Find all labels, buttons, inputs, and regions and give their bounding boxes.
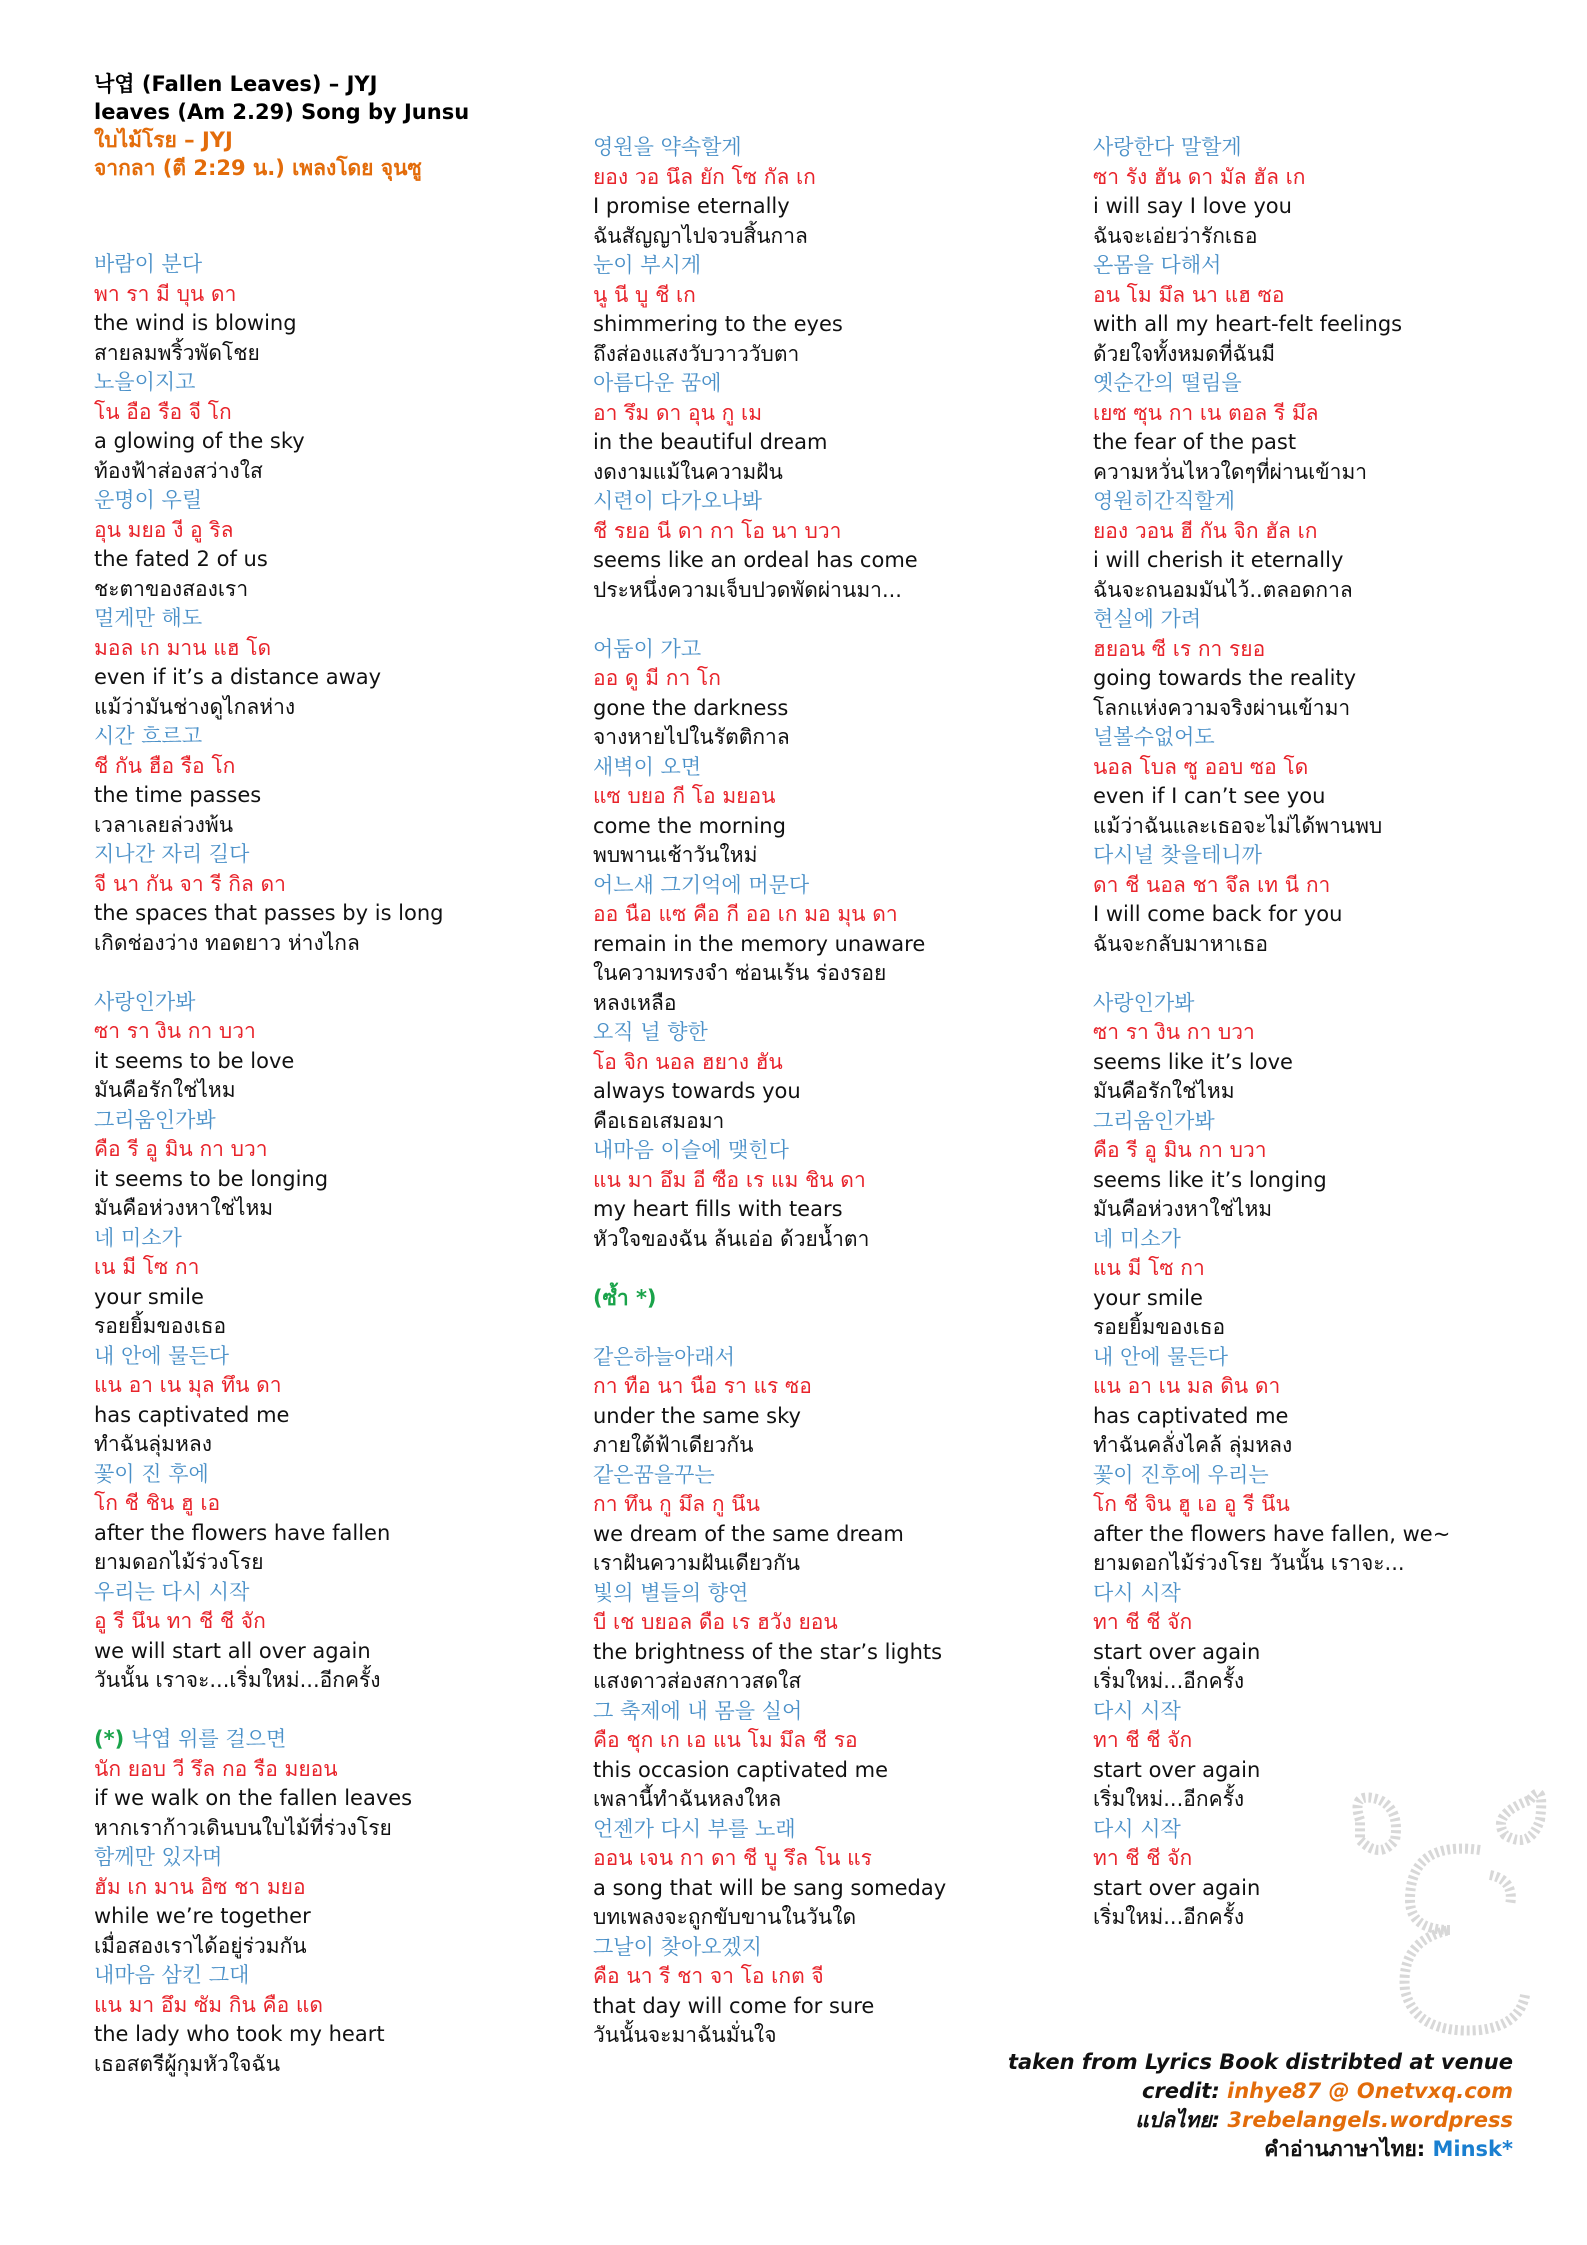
korean-line — [94, 486, 594, 516]
korean-text: 사랑인가봐 — [1093, 990, 1195, 1015]
korean-line — [593, 1136, 1093, 1166]
english-line: has captivated me — [94, 1402, 290, 1427]
korean-line — [593, 1018, 1093, 1048]
lyric-block — [94, 1725, 594, 1843]
english-line: seems like it’s longing — [1093, 1167, 1327, 1192]
english-line: always towards you — [593, 1079, 801, 1103]
korean-text: 그날이 찾아오겠지 — [593, 1934, 762, 1959]
thai-line: โลกแห่งความจริงผ่านเข้ามา — [1093, 695, 1351, 720]
romanized-line: แน มา อึม ซัม กิน คือ แด — [94, 1992, 324, 2017]
korean-text: 같은하늘아래서 — [593, 1344, 736, 1369]
reading-label: คำอ่านภาษาไทย: — [1264, 2137, 1433, 2161]
english-line: after the flowers have fallen, we~ — [1093, 1521, 1451, 1546]
korean-text: 멀게만 해도 — [94, 606, 203, 630]
korean-line — [94, 1342, 594, 1372]
korean-line — [1093, 1107, 1587, 1137]
lyric-block — [593, 1018, 1093, 1136]
thai-line: ทำฉันคลั่งไคล้ ลุ่มหลง — [1093, 1433, 1293, 1457]
korean-text: 내 안에 물든다 — [1093, 1344, 1229, 1369]
korean-text: 빛의 별들의 향연 — [593, 1580, 749, 1605]
english-line: even if it’s a distance away — [94, 665, 382, 689]
lyric-block — [1093, 605, 1587, 723]
thai-line: ฉันสัญญาไปจวบสิ้นกาล — [593, 223, 808, 248]
lyric-block — [94, 1460, 594, 1578]
lyric-block — [94, 368, 594, 486]
korean-line — [1093, 1697, 1587, 1727]
translation-label: แปลไทย: — [1135, 2108, 1228, 2132]
romanized-line: ดา ชี นอล ชา จึล เท นี กา — [1093, 872, 1331, 897]
romanized-line: คือ รี อู มิน กา บวา — [94, 1137, 268, 1161]
korean-text: 어느새 그기억에 머문다 — [593, 872, 810, 897]
english-line: the spaces that passes by is long — [94, 901, 444, 925]
korean-line — [593, 1461, 1093, 1491]
english-line: under the same sky — [593, 1403, 801, 1428]
romanized-line: แน อา เน มล ดิน ดา — [1093, 1374, 1281, 1398]
english-line: the brightness of the star’s lights — [593, 1639, 943, 1664]
romanized-line: กา ทือ นา นือ รา แร ซอ — [593, 1374, 812, 1398]
thai-line: ท้องฟ้าส่องสว่างใส — [94, 458, 263, 483]
thai-line: เราฝันความฝันเดียวกัน — [593, 1551, 801, 1575]
thai-line: หัวใจของฉัน ล้นเอ่อ ด้วยน้ำตา — [593, 1226, 870, 1251]
korean-line — [593, 1815, 1093, 1845]
english-line: a song that will be sang someday — [593, 1875, 947, 1900]
thai-line: หากเราก้าวเดินบนใบไม้ที่ร่วงโรย — [94, 1815, 392, 1840]
korean-text: 그리움인가봐 — [1093, 1108, 1215, 1133]
stanza-gap — [593, 1254, 1093, 1284]
thai-line: ในความทรงจำ ซ่อนเร้น ร่องรอย — [593, 961, 887, 985]
korean-text: 바람이 분다 — [94, 252, 203, 276]
lyric-block — [94, 250, 594, 368]
lyric-block — [94, 486, 594, 604]
translation-value: 3rebelangels.wordpress — [1227, 2108, 1513, 2132]
korean-text: 영원히간직할게 — [1093, 489, 1236, 513]
thai-line: ความหวั่นไหวใดๆที่ผ่านเข้ามา — [1093, 459, 1368, 484]
stanza-gap — [593, 1313, 1093, 1343]
korean-text: 우리는 다시 시작 — [94, 1579, 250, 1604]
lyric-block — [1093, 133, 1587, 251]
credit-line — [1008, 2077, 1513, 2106]
english-line: it seems to be love — [94, 1048, 295, 1073]
lyric-block — [593, 1343, 1093, 1461]
korean-line — [593, 251, 1093, 281]
korean-text: 네 미소가 — [94, 1225, 182, 1250]
english-line: remain in the memory unaware — [593, 931, 926, 956]
lyric-block — [1093, 1225, 1587, 1343]
english-line: the time passes — [94, 783, 262, 807]
english-line: I promise eternally — [593, 194, 790, 218]
korean-line — [1093, 1343, 1587, 1373]
thai-line: ภายใต้ฟ้าเดียวกัน — [593, 1433, 754, 1457]
thai-line: เมื่อสองเราได้อยู่ร่วมกัน — [94, 1933, 307, 1958]
thai-line: เริ่มใหม่...อีกครั้ง — [1093, 1669, 1245, 1693]
lyric-block — [593, 369, 1093, 487]
english-line: it seems to be longing — [94, 1166, 329, 1191]
lyric-block — [593, 487, 1093, 605]
english-line: has captivated me — [1093, 1403, 1289, 1428]
korean-line — [94, 250, 594, 280]
romanized-line: กา ทึน กู มึล กู นึน — [593, 1492, 760, 1516]
thai-line: คือเธอเสมอมา — [593, 1108, 725, 1133]
thai-line: เริ่มใหม่...อีกครั้ง — [1093, 1905, 1245, 1929]
thai-line: ฉันจะเอ่ยว่ารักเธอ — [1093, 223, 1258, 248]
subtitle-thai: จากลา (ตี 2:29 น.) เพลงโดย จุนซู — [94, 156, 422, 180]
korean-line — [1093, 605, 1587, 635]
lyric-block — [94, 988, 594, 1106]
korean-text: 지나간 자리 길다 — [94, 842, 250, 866]
korean-line — [94, 368, 594, 398]
lyrics-column-1 — [94, 250, 594, 2079]
lyric-block — [1093, 1343, 1587, 1461]
lyric-block — [593, 1579, 1093, 1697]
korean-text: 내 안에 물든다 — [94, 1343, 230, 1368]
korean-text: 옛순간의 떨림을 — [1093, 371, 1242, 395]
romanized-line: คือ รี อู มิน กา บวา — [1093, 1138, 1267, 1162]
korean-text: 사랑한다 말할게 — [1093, 135, 1242, 159]
korean-text: 낙엽 위를 걸으면 — [130, 1727, 287, 1751]
thai-line: บทเพลงจะถูกขับขานในวันใด — [593, 1905, 857, 1929]
lyric-block — [94, 840, 594, 958]
korean-line — [94, 1725, 594, 1755]
korean-line — [94, 840, 594, 870]
lyric-block — [593, 635, 1093, 753]
translation-line — [1008, 2106, 1513, 2135]
english-line: in the beautiful dream — [593, 430, 828, 454]
romanized-line: มอล เก มาน แฮ โด — [94, 635, 272, 660]
romanized-line: นัก ยอบ วี รึล กอ รือ มยอน — [94, 1756, 338, 1781]
lyric-block — [593, 251, 1093, 369]
korean-line — [1093, 1579, 1587, 1609]
title-english: leaves (Am 2.29) Song by Junsu — [94, 100, 470, 124]
romanized-line: ยอง วอ นึล ยัก โซ กัล เก — [593, 164, 816, 189]
lyrics-column-3 — [1093, 133, 1587, 1933]
korean-text: 네 미소가 — [1093, 1226, 1181, 1251]
english-line: that day will come for sure — [593, 1993, 875, 2018]
korean-line — [94, 1961, 594, 1991]
korean-text: 꽃이 진 후에 — [94, 1461, 209, 1486]
korean-line — [1093, 369, 1587, 399]
korean-line — [593, 133, 1093, 163]
romanized-line: โก ชี จิน ฮู เอ อู รี นึน — [1093, 1492, 1290, 1516]
korean-line — [1093, 1461, 1587, 1491]
romanized-line: โอ จิก นอล ฮยาง ฮัน — [593, 1049, 783, 1074]
korean-line — [94, 1843, 594, 1873]
korean-line — [94, 1224, 594, 1254]
english-line: we will start all over again — [94, 1638, 371, 1663]
romanized-line: เยซ ซุน กา เน ตอล รี มึล — [1093, 400, 1319, 425]
korean-text: 꽃이 진후에 우리는 — [1093, 1462, 1269, 1487]
thai-line: จางหายไปในรัตติกาล — [593, 725, 790, 749]
korean-line — [593, 1343, 1093, 1373]
lyric-block — [1093, 1579, 1587, 1697]
lyric-block — [1093, 487, 1587, 605]
thai-line-continued: หลงเหลือ — [593, 990, 677, 1015]
english-line: your smile — [1093, 1285, 1203, 1310]
korean-text: 사랑인가봐 — [94, 989, 196, 1014]
korean-text: 시간 흐르고 — [94, 724, 203, 748]
lyric-block — [593, 1136, 1093, 1254]
lyric-block — [94, 1342, 594, 1460]
romanized-line: ฮยอน ซี เร กา รยอ — [1093, 636, 1266, 661]
romanized-line: บี เช บยอล ดือ เร ฮวัง ยอน — [593, 1610, 838, 1634]
korean-text: 다시 시작 — [1093, 1816, 1181, 1841]
romanized-line: แน อา เน มุล ทึน ดา — [94, 1373, 282, 1397]
credit-value: inhye87 @ Onetvxq.com — [1227, 2079, 1513, 2103]
credit-label: credit: — [1142, 2079, 1228, 2103]
lyric-block — [1093, 1107, 1587, 1225]
thai-line: เธอสตรีผู้กุมหัวใจฉัน — [94, 2051, 281, 2076]
title-thai: ใบไม้โรย – JYJ — [94, 128, 233, 152]
lyric-block — [593, 1815, 1093, 1933]
romanized-line: อา รึม ดา อุน กู เม — [593, 400, 763, 425]
romanized-line: ซา รา งิน กา บวา — [94, 1019, 256, 1043]
english-line: my heart fills with tears — [593, 1197, 843, 1221]
lyric-block — [94, 1843, 594, 1961]
thai-line: มันคือรักใช่ไหม — [1093, 1079, 1235, 1103]
lyric-block — [593, 1461, 1093, 1579]
english-line: while we’re together — [94, 1904, 311, 1928]
korean-text: 내마음 이슬에 맺힌다 — [593, 1138, 789, 1162]
korean-text: 운명이 우릴 — [94, 488, 203, 512]
thai-line: แม้ว่าฉันและเธอจะไม่ได้พานพบ — [1093, 813, 1383, 838]
thai-line: แม้ว่ามันช่างดูไกลห่าง — [94, 694, 296, 719]
lyric-block — [1093, 723, 1587, 841]
english-line: come the morning — [593, 813, 786, 838]
lyric-block — [1093, 989, 1587, 1107]
romanized-line: ออ นือ แซ คือ กี ออ เก มอ มุน ดา — [593, 902, 898, 926]
romanized-line: ฮัม เก มาน อิซ ชา มยอ — [94, 1874, 306, 1899]
korean-line — [1093, 251, 1587, 281]
thai-line: มันคือห่วงหาใช่ไหม — [94, 1196, 274, 1220]
english-line: i will cherish it eternally — [1093, 548, 1344, 572]
lyric-block — [94, 1106, 594, 1224]
korean-text: 어둠이 가고 — [593, 636, 702, 661]
korean-line — [1093, 723, 1587, 753]
korean-text: 널볼수없어도 — [1093, 725, 1215, 749]
romanized-line: คือ ชุก เก เอ แน โม มึล ชี รอ — [593, 1728, 858, 1752]
stanza-gap — [94, 1696, 594, 1726]
thai-line: สายลมพริ้วพัดโชย — [94, 340, 260, 365]
korean-text: 다시 시작 — [1093, 1580, 1181, 1605]
lyric-block — [593, 871, 1093, 1019]
romanized-line: ทา ชี ชี จัก — [1093, 1610, 1193, 1634]
korean-text: 눈이 부시게 — [593, 253, 702, 277]
romanized-line: จี นา กัน จา รี กิล ดา — [94, 871, 286, 896]
repeat-marker: (ซ้ำ *) — [593, 1285, 657, 1310]
romanized-line: แซ บยอ กี โอ มยอน — [593, 784, 776, 808]
stanza-gap — [1093, 959, 1587, 989]
korean-line — [1093, 989, 1587, 1019]
korean-line — [94, 722, 594, 752]
lyric-block — [94, 1578, 594, 1696]
korean-line — [1093, 1225, 1587, 1255]
reading-line — [1008, 2135, 1513, 2164]
thai-line: วันนั้นจะมาฉันมั่นใจ — [593, 2023, 777, 2047]
korean-text: 같은꿈을꾸는 — [593, 1462, 715, 1487]
romanized-line: ทา ชี ชี จัก — [1093, 1846, 1193, 1870]
korean-line — [1093, 487, 1587, 517]
romanized-line: ซา รัง ฮัน ดา มัล ฮัล เก — [1093, 164, 1306, 189]
lyric-block — [593, 133, 1093, 251]
korean-text: 시련이 다가오나봐 — [593, 489, 762, 513]
thai-line: งดงามแม้ในความฝัน — [593, 459, 783, 484]
romanized-line: แน มี โซ กา — [1093, 1256, 1205, 1280]
romanized-line: ซา รา งิน กา บวา — [1093, 1020, 1255, 1044]
english-line: start over again — [1093, 1757, 1261, 1782]
romanized-line: โน อือ รือ จี โก — [94, 399, 232, 424]
korean-line — [1093, 841, 1587, 871]
romanized-line: อุน มยอ งี อู ริล — [94, 517, 234, 542]
korean-line — [94, 1106, 594, 1136]
english-line: the lady who took my heart — [94, 2022, 385, 2046]
korean-text: 함께만 있자며 — [94, 1845, 223, 1869]
english-line: seems like it’s love — [1093, 1049, 1293, 1074]
thai-line: รอยยิ้มของเธอ — [1093, 1315, 1226, 1339]
lyric-block — [593, 1933, 1093, 2051]
thai-line: มันคือรักใช่ไหม — [94, 1078, 236, 1102]
romanized-line: ทา ชี ชี จัก — [1093, 1728, 1193, 1752]
thai-line: วันนั้น เราจะ...เริ่มใหม่...อีกครั้ง — [94, 1668, 381, 1692]
romanized-line: คือ นา รี ชา จา โอ เกต จี — [593, 1964, 824, 1988]
lyrics-column-2 — [593, 133, 1093, 2051]
thai-line: ประหนึ่งความเจ็บปวดพัดผ่านมา... — [593, 577, 902, 602]
korean-line — [593, 487, 1093, 517]
title-korean: 낙엽 (Fallen Leaves) – JYJ — [94, 72, 378, 96]
romanized-line: นอล โบล ซู ออบ ซอ โด — [1093, 754, 1309, 779]
lyric-block — [593, 1697, 1093, 1815]
romanized-line: โก ชี ชิน ฮู เอ — [94, 1491, 221, 1515]
thai-line: เริ่มใหม่...อีกครั้ง — [1093, 1787, 1245, 1811]
korean-line — [593, 1579, 1093, 1609]
thai-line: แสงดาวส่องสกาวสดใส — [593, 1669, 802, 1693]
korean-line — [593, 369, 1093, 399]
korean-text: 다시널 찾을테니까 — [1093, 843, 1262, 867]
english-line: a glowing of the sky — [94, 429, 305, 453]
english-line: this occasion captivated me — [593, 1757, 889, 1782]
romanized-line: ยอง วอน ฮี กัน จิก ฮัล เก — [1093, 518, 1318, 543]
thai-line: เวลาเลยล่วงพ้น — [94, 812, 234, 837]
korean-line — [593, 753, 1093, 783]
lyric-block — [1093, 841, 1587, 959]
english-line: your smile — [94, 1284, 204, 1309]
thai-line: ฉันจะกลับมาหาเธอ — [1093, 931, 1269, 956]
korean-text: 다시 시작 — [1093, 1698, 1181, 1723]
english-line: start over again — [1093, 1875, 1261, 1900]
english-line: start over again — [1093, 1639, 1261, 1664]
chorus-marker: (*) — [94, 1727, 125, 1751]
english-line: we dream of the same dream — [593, 1521, 904, 1546]
korean-line — [94, 1578, 594, 1608]
thai-line: ถึงส่องแสงวับวาววับตา — [593, 341, 800, 366]
lyric-block — [94, 1961, 594, 2079]
korean-text: 아름다운 꿈에 — [593, 371, 722, 395]
thai-line: ยามดอกไม้ร่วงโรย วันนั้น เราจะ... — [1093, 1551, 1405, 1575]
english-line: the fated 2 of us — [94, 547, 268, 571]
romanized-line: ออน เจน กา ดา ชี บู รึล โน แร — [593, 1846, 872, 1870]
english-line: the wind is blowing — [94, 311, 297, 335]
romanized-line: ออ ดู มี กา โก — [593, 666, 721, 690]
korean-text: 그리움인가봐 — [94, 1107, 216, 1132]
thai-line: เพลานี้ทำฉันหลงใหล — [593, 1787, 782, 1811]
stanza-gap — [593, 605, 1093, 635]
korean-text: 노을이지고 — [94, 370, 196, 394]
reading-value: Minsk* — [1432, 2137, 1513, 2161]
thai-line: ด้วยใจทั้งหมดที่ฉันมี — [1093, 341, 1276, 366]
english-line: with all my heart-felt feelings — [1093, 312, 1403, 336]
korean-line — [1093, 133, 1587, 163]
romanized-line: นู นี บู ชี เก — [593, 282, 696, 307]
korean-text: 새벽이 오면 — [593, 754, 702, 779]
romanized-line: ชี กัน ฮือ รือ โก — [94, 753, 236, 778]
english-line: gone the darkness — [593, 695, 789, 720]
english-line: even if I can’t see you — [1093, 784, 1326, 808]
korean-line — [593, 1933, 1093, 1963]
english-line: I will come back for you — [1093, 902, 1343, 926]
thai-line: เกิดช่องว่าง ทอดยาว ห่างไกล — [94, 930, 360, 955]
thai-line: ทำฉันลุ่มหลง — [94, 1432, 212, 1456]
romanized-line: อู รี นึน ทา ชี ชี จัก — [94, 1609, 266, 1633]
page-header — [94, 70, 469, 182]
thai-line: รอยยิ้มของเธอ — [94, 1314, 227, 1338]
lyric-block — [94, 1224, 594, 1342]
korean-text: 현실에 가려 — [1093, 607, 1202, 631]
thai-line: มันคือห่วงหาใช่ไหม — [1093, 1197, 1273, 1221]
thai-line: ฉันจะถนอมมันไว้..ตลอดกาล — [1093, 577, 1353, 602]
lyric-block — [94, 722, 594, 840]
thai-line: พบพานเช้าวันใหม่ — [593, 843, 758, 867]
korean-line — [94, 988, 594, 1018]
english-line: if we walk on the fallen leaves — [94, 1786, 413, 1810]
korean-text: 영원을 약속할게 — [593, 135, 742, 159]
jyj-logo-watermark — [1340, 1780, 1550, 2050]
romanized-line: เน มี โซ กา — [94, 1255, 200, 1279]
thai-line: ยามดอกไม้ร่วงโรย — [94, 1550, 264, 1574]
romanized-line: แน มา อึม อี ซือ เร แม ชิน ดา — [593, 1167, 866, 1192]
lyric-block — [593, 753, 1093, 871]
korean-line — [94, 604, 594, 634]
korean-line — [94, 1460, 594, 1490]
english-line: shimmering to the eyes — [593, 312, 843, 336]
korean-text: 온몸을 다해서 — [1093, 253, 1222, 277]
english-line: the fear of the past — [1093, 430, 1297, 454]
lyric-block — [94, 604, 594, 722]
korean-line — [593, 871, 1093, 901]
english-line: i will say I love you — [1093, 194, 1292, 218]
korean-text: 그 축제에 내 몸을 실어 — [593, 1698, 803, 1723]
english-line: going towards the reality — [1093, 666, 1357, 690]
lyric-block — [1093, 1461, 1587, 1579]
english-line: after the flowers have fallen — [94, 1520, 391, 1545]
korean-line — [593, 1697, 1093, 1727]
korean-text: 오직 널 향한 — [593, 1020, 708, 1044]
thai-line: ชะตาของสองเรา — [94, 576, 249, 601]
credits-footer — [1008, 2048, 1513, 2164]
romanized-line: พา รา มี บุน ดา — [94, 281, 237, 306]
lyric-block — [1093, 369, 1587, 487]
source-note: taken from Lyrics Book distribted at venue — [1007, 2050, 1513, 2074]
stanza-gap — [94, 958, 594, 988]
romanized-line: ชี รยอ นี ดา กา โอ นา บวา — [593, 518, 842, 543]
korean-line — [593, 635, 1093, 665]
korean-text: 내마음 삼킨 그대 — [94, 1963, 250, 1987]
lyric-block — [1093, 251, 1587, 369]
english-line: seems like an ordeal has come — [593, 548, 918, 572]
romanized-line: อน โม มึล นา แฮ ซอ — [1093, 282, 1285, 307]
korean-text: 언젠가 다시 부를 노래 — [593, 1816, 796, 1841]
